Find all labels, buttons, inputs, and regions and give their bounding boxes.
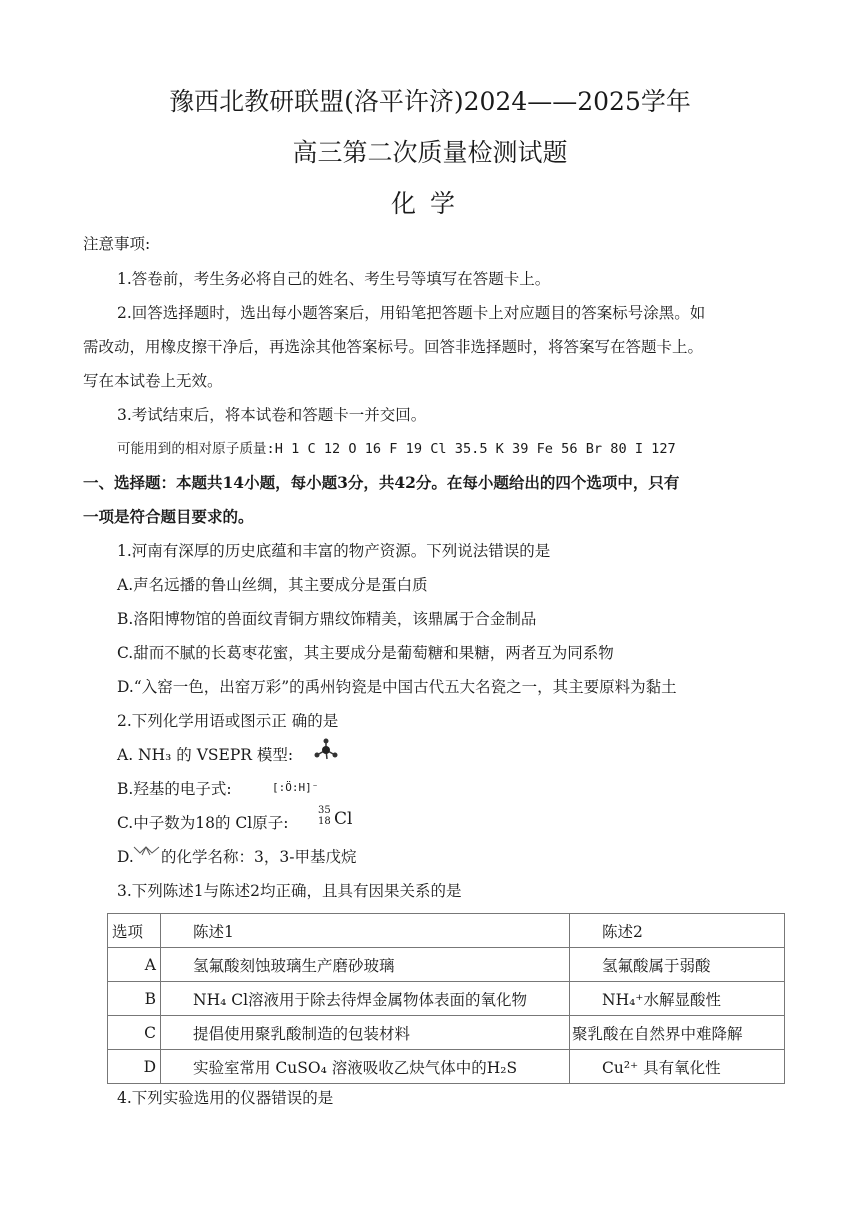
table-cell: NH₄⁺水解显酸性	[570, 982, 785, 1016]
notice-item-1: 1.答卷前，考生务必将自己的姓名、考生号等填写在答题卡上。	[117, 270, 551, 288]
statement-table	[107, 913, 785, 1084]
vsepr-model-icon	[312, 738, 340, 762]
question-2-option-a: A. NH₃ 的 VSEPR 模型:	[117, 746, 294, 764]
table-row	[108, 948, 785, 982]
table-header: 陈述1	[161, 914, 570, 948]
question-1-option-b: B.洛阳博物馆的兽面纹青铜方鼎纹饰精美，该鼎属于合金制品	[117, 610, 537, 628]
table-cell: 实验室常用 CuSO₄ 溶液吸收乙炔气体中的H₂S	[161, 1050, 570, 1084]
table-cell: 氢氟酸刻蚀玻璃生产磨砂玻璃	[161, 948, 570, 982]
table-row	[108, 1050, 785, 1084]
question-1-option-a: A.声名远播的鲁山丝绸，其主要成分是蛋白质	[117, 576, 428, 594]
notice-item-2: 2.回答选择题时，选出每小题答案后，用铅笔把答题卡上对应题目的答案标号涂黑。如	[117, 304, 706, 322]
subject-title: 化学	[390, 189, 469, 218]
table-cell: 提倡使用聚乳酸制造的包装材料	[161, 1016, 570, 1050]
table-cell: D	[108, 1050, 161, 1084]
mass-number: 35	[318, 805, 331, 816]
hydroxyl-formula: [:Ö:H]⁻	[272, 781, 319, 794]
table-header-row	[108, 914, 785, 948]
question-2-option-b: B.羟基的电子式:	[117, 780, 232, 798]
table-row	[108, 1016, 785, 1050]
notice-heading: 注意事项:	[83, 235, 151, 253]
section-heading: 一、选择题：本题共14小题，每小题3分，共42分。在每小题给出的四个选项中，只有	[83, 473, 680, 492]
question-1-stem: 1.河南有深厚的历史底蕴和丰富的物产资源。下列说法错误的是	[117, 542, 551, 560]
table-cell: C	[108, 1016, 161, 1050]
table-header: 陈述2	[570, 914, 785, 948]
exam-subtitle: 高三第二次质量检测试题	[292, 138, 568, 167]
table-row	[108, 982, 785, 1016]
table-cell: NH₄ Cl溶液用于除去待焊金属物体表面的氧化物	[161, 982, 570, 1016]
question-2-option-d: 的化学名称：3，3-甲基戊烷	[161, 848, 357, 866]
table-cell: A	[108, 948, 161, 982]
nuclide-numbers	[318, 805, 331, 827]
atomic-number: 18	[318, 816, 331, 827]
exam-title: 豫西北教研联盟(洛平许济)2024——2025学年	[169, 87, 691, 116]
question-2-option-c: C.中子数为18的 Cl原子:	[117, 814, 289, 832]
question-3-stem: 3.下列陈述1与陈述2均正确，且具有因果关系的是	[117, 882, 462, 900]
notice-item-2-end: 写在本试卷上无效。	[83, 372, 223, 390]
question-1-option-d: D.“入窑一色，出窑万彩”的禹州钧瓷是中国古代五大名瓷之一，其主要原料为黏土	[117, 678, 677, 696]
notice-item-3: 3.考试结束后，将本试卷和答题卡一并交回。	[117, 406, 427, 424]
question-2-stem: 2.下列化学用语或图示正 确的是	[117, 712, 339, 730]
question-1-option-c: C.甜而不腻的长葛枣花蜜，其主要成分是葡萄糖和果糖，两者互为同系物	[117, 644, 614, 662]
table-cell: 氢氟酸属于弱酸	[570, 948, 785, 982]
question-2-option-d-prefix: D.	[117, 848, 134, 866]
table-cell: 聚乳酸在自然界中难降解	[570, 1016, 785, 1050]
atomic-mass-line: 可能用到的相对原子质量:H 1 C 12 O 16 F 19 Cl 35.5 K 39 Fe 56 Br 80 I 127	[117, 441, 676, 457]
question-4-stem: 4.下列实验选用的仪器错误的是	[117, 1089, 334, 1107]
skeletal-structure-icon	[133, 844, 161, 858]
table-cell: Cu²⁺ 具有氧化性	[570, 1050, 785, 1084]
table-header: 选项	[108, 914, 161, 948]
section-heading-cont: 一项是符合题目要求的。	[83, 507, 254, 526]
table-cell: B	[108, 982, 161, 1016]
chlorine-symbol: Cl	[334, 809, 353, 829]
notice-item-2-cont: 需改动，用橡皮擦干净后，再选涂其他答案标号。回答非选择题时，将答案写在答题卡上。	[83, 338, 704, 356]
